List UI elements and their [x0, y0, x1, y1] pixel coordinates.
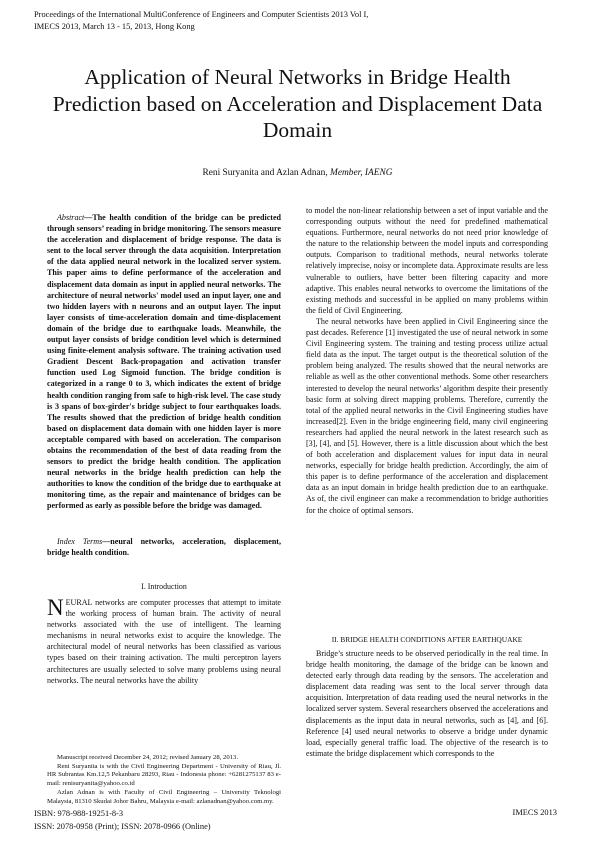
abstract-label: Abstract [57, 213, 85, 222]
paragraph-applications: The neural networks have been applied in Civil Engineering since the past decades. Reference [1] investigated the use of neural network in some Civil Engineering system. The training and testing process utilize actual field data as the input. The target output is the theoretical solution of the problem being analyzed. The results showed that the neural networks are reliable as well as the other conventional methods. Some other researchers interested to develop the neural networks’ algorithm despite their presently basic form at solving direct mapping problems. Therefore, currently the total of the applied neural networks in the Civil Engineering studies have increased[2]. Even in the bridge engineering field, many civil engineering researchers had applied the neural network in the latest research such as [3], [4], and [5]. However, there is a little discussion about which the best of both acceleration and displacement values for input data in neural networks, especially for bridge health prediction. Accordingly, the aim of this paper is to define performance of the acceleration and displacement data as an input domain in bridge health prediction due to an earthquake. As of, the civil engineer can make a recommendation to bridge authorities for the choice of optimal sensors. [306, 316, 548, 515]
footer-issn: ISSN: 2078-0958 (Print); ISSN: 2078-0966 (Online) [34, 821, 211, 831]
index-terms-text: —neural networks, acceleration, displacement, bridge health condition. [47, 537, 281, 558]
running-header [34, 9, 368, 32]
author-names: Reni Suryanita and Azlan Adnan, [202, 168, 331, 178]
abstract [47, 212, 281, 512]
footer-conference: IMECS 2013 [512, 808, 557, 817]
footnote-author-2: Azlan Adnan is with Faculty of Civil Engineering – University Teknologi Malaysia, 81310 Skudai Johor Bahru, Malaysia e-mail: azlanadnan@yahoo.com.my. [47, 788, 281, 805]
introduction-paragraph [47, 597, 281, 686]
section-heading-introduction: I. Introduction [141, 582, 187, 591]
introduction-text: EURAL networks are computer processes that attempt to imitate the working process of human brain. The activity of neural networks associated with the use of intelligent. The learning mechanisms in neural networks exist to acquire the knowledge. The architectural model of neural networks has been classified as various types based on their training activation. The multi perceptron layers architectures are usually selected to solve many problems using neural networks. The neural networks have the ability [47, 598, 281, 685]
footer-identifiers [34, 808, 211, 833]
right-column-bottom [306, 648, 548, 759]
paper-title: Application of Neural Networks in Bridge Health Prediction based on Acceleration and Displacement Data Domain [52, 65, 543, 142]
footnote-author-1: Reni Suryanita is with the Civil Engineering Department - University of Riau, Jl. HR Subrantas Km.12,5 Pekanbaru 28293, Riau - Indonesia phone: +6281275137 83 e-mail: renisuryanita@yahoo.co.id [47, 762, 281, 788]
drop-cap: N [47, 595, 64, 620]
header-line-1: Proceedings of the International MultiConference of Engineers and Computer Scientists 2013 Vol I, [34, 10, 369, 19]
paragraph-bridge-structure: Bridge’s structure needs to be observed periodically in the real time. In bridge health monitoring, the damage of the bridge can be known and detected early through data reading by the sensors. The acceleration and displacement data reading was sent to the local server through data acquisition. Interpretation of data reading used the neural networks in the localized server system. Several researchers observed the accelerations and displacements as the input data in neural networks, such as [4], and [6]. Reference [4] used neural networks to observe a bridge under dynamic load, especially general traffic load. The objective of the research is to estimate the bridge displacement which corresponds to the [306, 649, 548, 758]
right-column-top [306, 205, 548, 516]
footnotes [47, 754, 281, 806]
footnote-received: Manuscript received December 24, 2012; revised January 28, 2013. [57, 754, 239, 761]
author-line [40, 168, 555, 178]
author-membership: Member, IAENG [330, 168, 393, 178]
abstract-text: —The health condition of the bridge can be predicted through sensors’ reading in bridge monitoring. The sensors measure the acceleration and displacement of bridge response. The data is sent to the local server through the data acquisition. Interpretation of the data applied neural network in the localized server system. This paper aims to define performance of the acceleration and displacement data domain as input in applied neural networks. The architecture of neural networks' model used an input layer, one and two hidden layers with n neurons and an output layer. The input layer consists of time-acceleration domain and time-displacement domain of the bridge due to earthquake loads. Meanwhile, the output layer consists of bridge condition level which is determined using finite-element analysis software. The training activation used Gradient Descent Back-propagation and activation transfer function used Log Sigmoid function. The bridge condition is categorized in a range 0 to 3, which indicates the extent of bridge health condition ranging from safe to high-risk level. The case study is 3 spans of box-girder's bridge subject to four earthquakes loads. The results showed that the prediction of bridge health condition based on displacement data domain with one hidden layer is more acceptable compared with based on acceleration. The comparison obtains the recommendation of the best of data reading from the sensors to predict the bridge health condition. The application neural networks in the bridge health prediction can help the authorities to know the condition of the bridge due to earthquake at monitoring time, as the repair and maintenance of bridges can be performed as early as possible before the bridge was damaged. [47, 213, 281, 511]
paragraph-neural-ability: to model the non-linear relationship between a set of input variable and the corresponding outputs without the need for predefined mathematical equations. Furthermore, neural networks do not need prior knowledge of the nature to the relationship between the model inputs and corresponding outputs. Comparison to traditional methods, neural networks tolerate relatively imprecise, noisy or incomplete data. Approximate results are less vulnerable to outliers, have better been filtering capacity and more adaptive. This enables neural networks to overcome the limitations of the existing methods and successful in be applied on many problems within the field of Civil Engineering. [306, 206, 549, 315]
footer-isbn: ISBN: 978-988-19251-8-3 [34, 809, 124, 818]
index-terms [47, 536, 281, 558]
section-heading-bridge-health: II. BRIDGE HEALTH CONDITIONS AFTER EARTHQUAKE [331, 635, 523, 644]
index-terms-label: Index Terms [57, 537, 103, 546]
header-line-2: IMECS 2013, March 13 - 15, 2013, Hong Kong [34, 21, 195, 31]
